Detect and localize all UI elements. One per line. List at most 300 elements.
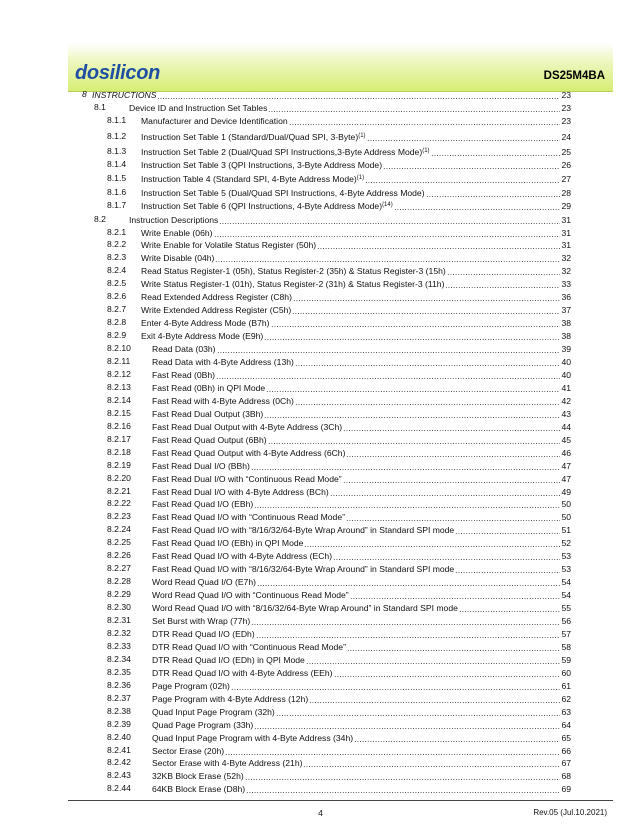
toc-leader-dots <box>431 147 561 157</box>
toc-title-text: Fast Read Quad I/O with 4-Byte Address (ECh) <box>152 551 333 562</box>
toc-number: 8.2.28 <box>107 576 131 587</box>
toc-title[interactable] <box>152 771 244 781</box>
toc-title[interactable] <box>152 422 342 432</box>
toc-title[interactable] <box>152 499 253 509</box>
toc-entry[interactable] <box>152 459 571 471</box>
toc-entry[interactable] <box>152 368 571 380</box>
toc-entry[interactable] <box>152 355 571 367</box>
toc-page-number: 64 <box>561 719 571 730</box>
toc-page-number: 58 <box>561 641 571 652</box>
toc-leader-dots <box>266 383 560 393</box>
toc-leader-dots <box>346 448 560 458</box>
toc-number: 8.2.35 <box>107 666 131 677</box>
toc-entry[interactable] <box>152 342 571 354</box>
toc-entry[interactable] <box>129 101 571 113</box>
toc-title[interactable] <box>141 331 263 341</box>
toc-page-number: 32 <box>561 253 571 264</box>
toc-page-number: 49 <box>561 486 571 497</box>
toc-leader-dots <box>246 784 560 794</box>
toc-title[interactable] <box>152 538 303 548</box>
toc-entry[interactable] <box>152 782 571 794</box>
toc-footnote-marker: (1) <box>356 174 365 181</box>
toc-entry[interactable] <box>152 575 571 587</box>
toc-page-number: 62 <box>561 693 571 704</box>
toc-number: 8.2.37 <box>107 692 131 703</box>
toc-entry[interactable] <box>141 290 571 302</box>
toc-title-text: Fast Read Dual Output (3Bh) <box>152 408 264 419</box>
toc-title-text: 64KB Block Erase (D8h) <box>152 784 246 795</box>
toc-leader-dots <box>276 707 561 717</box>
toc-title[interactable] <box>152 642 346 652</box>
page-number: 4 <box>318 808 323 818</box>
toc-entry[interactable] <box>152 666 571 678</box>
company-logo: dosilicon <box>75 62 161 84</box>
toc-title[interactable] <box>152 409 263 419</box>
toc-title[interactable] <box>152 784 245 794</box>
toc-entry[interactable] <box>152 627 571 639</box>
toc-number: 8.2.4 <box>107 265 127 276</box>
toc-number: 8.2.16 <box>107 420 131 431</box>
toc-number: 8.2.19 <box>107 459 131 470</box>
toc-number: 8.2.29 <box>107 589 131 600</box>
toc-leader-dots <box>343 422 560 432</box>
toc-title[interactable] <box>152 487 329 497</box>
toc-title-text: Instruction Set Table 2 (Dual/Quad SPI Instructions,3-Byte Address Mode) <box>141 146 423 157</box>
toc-title[interactable] <box>152 681 230 691</box>
toc-leader-dots <box>157 90 560 100</box>
toc-title[interactable] <box>141 266 446 276</box>
toc-leader-dots <box>254 720 560 730</box>
toc-entry[interactable] <box>92 88 571 100</box>
toc-title[interactable] <box>152 383 265 393</box>
toc-page-number: 24 <box>561 131 571 142</box>
toc-number: 8.1.7 <box>107 199 127 210</box>
toc-page-number: 51 <box>561 525 571 536</box>
toc-title-text: Fast Read Dual Output with 4-Byte Address (3Ch) <box>152 421 343 432</box>
toc-number: 8.1.1 <box>107 114 127 125</box>
toc-leader-dots <box>215 253 560 263</box>
toc-entry[interactable] <box>141 172 571 184</box>
toc-title-text: Quad Input Page Program (32h) <box>152 706 275 717</box>
toc-entry[interactable] <box>152 614 571 626</box>
toc-title[interactable] <box>152 357 294 367</box>
toc-number: 8.1.6 <box>107 186 127 197</box>
toc-page-number: 56 <box>561 616 571 626</box>
toc-entry[interactable] <box>141 130 571 142</box>
toc-entry[interactable] <box>152 485 571 497</box>
toc-number: 8.2.44 <box>107 783 131 794</box>
toc-number: 8.2.41 <box>107 744 131 755</box>
toc-entry[interactable] <box>141 251 571 263</box>
toc-title-text: INSTRUCTIONS <box>92 90 157 100</box>
toc-title[interactable] <box>152 474 342 484</box>
toc-number: 8.2.20 <box>107 472 131 483</box>
toc-title-text: Fast Read Quad I/O (EBh) in QPI Mode <box>152 538 304 549</box>
toc-page-number: 55 <box>561 603 571 614</box>
toc-leader-dots <box>306 655 561 665</box>
toc-page-number: 50 <box>561 512 571 523</box>
toc-leader-dots <box>271 318 561 328</box>
toc-page-number: 50 <box>561 499 571 510</box>
toc-page-number: 47 <box>561 473 571 484</box>
toc-number: 8.2.26 <box>107 550 131 561</box>
toc-number: 8.2.18 <box>107 446 131 457</box>
toc-page-number: 52 <box>561 538 571 549</box>
toc-title[interactable] <box>141 201 393 211</box>
toc-number: 8.2.3 <box>107 252 127 263</box>
toc-title[interactable] <box>152 344 216 354</box>
toc-number: 8.2.34 <box>107 653 131 664</box>
toc-entry[interactable] <box>141 114 571 126</box>
toc-leader-dots <box>455 564 560 574</box>
toc-entry[interactable] <box>141 199 571 211</box>
toc-title-text: Fast Read Quad Output with 4-Byte Address (6Ch) <box>152 447 346 458</box>
toc-title[interactable] <box>152 564 454 574</box>
toc-entry[interactable] <box>141 186 571 198</box>
toc-entry[interactable] <box>152 472 571 484</box>
toc-title[interactable] <box>152 629 255 639</box>
toc-page-number: 38 <box>561 331 571 342</box>
toc-leader-dots <box>426 188 561 198</box>
toc-page-number: 69 <box>561 784 571 795</box>
toc-leader-dots <box>350 590 561 600</box>
toc-title[interactable] <box>141 188 425 198</box>
footer-divider <box>68 800 613 801</box>
toc-title-text: Manufacturer and Device Identification <box>141 115 288 126</box>
toc-leader-dots <box>219 215 560 225</box>
toc-number: 8.2.21 <box>107 485 131 496</box>
toc-entry[interactable] <box>152 549 571 561</box>
toc-page-number: 43 <box>561 408 571 419</box>
toc-title[interactable] <box>141 116 288 126</box>
toc-entry[interactable] <box>152 653 571 665</box>
toc-number: 8.2.43 <box>107 770 131 781</box>
toc-title-text: Instruction Set Table 6 (QPI Instructions, 4-Byte Address Mode) <box>141 200 383 211</box>
revision-label: Rev.05 (Jul.10.2021) <box>533 808 607 817</box>
toc-page-number: 41 <box>561 382 571 393</box>
toc-leader-dots <box>343 474 561 484</box>
toc-number: 8.1.3 <box>107 145 127 156</box>
toc-title[interactable] <box>141 132 366 142</box>
toc-page-number: 54 <box>561 577 571 588</box>
toc-entry[interactable] <box>152 588 571 600</box>
toc-number: 8.2.38 <box>107 705 131 716</box>
toc-title[interactable] <box>129 103 267 113</box>
toc-entry[interactable] <box>152 744 571 756</box>
toc-title-text: DTR Read Quad I/O with 4-Byte Address (EEh) <box>152 667 333 678</box>
toc-title[interactable] <box>152 758 302 768</box>
toc-entry[interactable] <box>141 145 571 157</box>
toc-title-text: Page Program with 4-Byte Address (12h) <box>152 693 309 704</box>
toc-number: 8.2.40 <box>107 731 131 742</box>
toc-number: 8.2.10 <box>107 343 131 354</box>
toc-title[interactable] <box>141 279 444 289</box>
toc-page-number: 59 <box>561 654 571 665</box>
toc-title-text: Fast Read Quad I/O with “Continuous Read Mode” <box>152 512 345 523</box>
toc-leader-dots <box>293 292 560 302</box>
toc-title[interactable] <box>141 305 291 315</box>
toc-number: 8.2.31 <box>107 615 131 625</box>
toc-leader-dots <box>292 305 560 315</box>
toc-title[interactable] <box>152 668 333 678</box>
toc-number: 8.2.23 <box>107 511 131 522</box>
toc-title-text: Word Read Quad I/O (E7h) <box>152 577 256 588</box>
toc-title-text: Word Read Quad I/O with “Continuous Read Mode” <box>152 590 349 601</box>
toc-number: 8.2.5 <box>107 278 127 289</box>
toc-title-text: DTR Read Quad I/O with “Continuous Read Mode” <box>152 641 346 652</box>
toc-entry[interactable] <box>152 510 571 522</box>
toc-number: 8.2.6 <box>107 291 127 302</box>
toc-title-text: Instruction Table 4 (Standard SPI, 4-Byte Address Mode) <box>141 173 357 184</box>
toc-number: 8.2.13 <box>107 381 131 392</box>
toc-page-number: 40 <box>561 369 571 380</box>
toc-leader-dots <box>447 266 561 276</box>
toc-title[interactable] <box>152 512 345 522</box>
toc-leader-dots <box>383 160 560 170</box>
toc-entry[interactable] <box>152 562 571 574</box>
toc-title-text: Write Enable for Volatile Status Register (50h) <box>141 240 317 251</box>
toc-number: 8.2.2 <box>107 239 127 250</box>
toc-leader-dots <box>394 201 561 211</box>
toc-title-text: Read Extended Address Register (C8h) <box>141 292 292 303</box>
toc-title-text: Instruction Set Table 5 (Dual/Quad SPI Instructions, 4-Byte Address Mode) <box>141 187 425 198</box>
toc-page-number: 45 <box>561 434 571 445</box>
toc-title[interactable] <box>152 370 215 380</box>
toc-number: 8.2.25 <box>107 537 131 548</box>
toc-page-number: 23 <box>561 102 571 113</box>
toc-page-number: 61 <box>561 680 571 691</box>
toc-entry[interactable] <box>141 303 571 315</box>
toc-page-number: 47 <box>561 460 571 471</box>
toc-leader-dots <box>365 174 560 184</box>
toc-footnote-marker: (14) <box>382 201 393 208</box>
toc-entry[interactable] <box>141 329 571 341</box>
toc-page-number: 31 <box>561 240 571 251</box>
toc-page-number: 53 <box>561 564 571 575</box>
toc-leader-dots <box>347 642 561 652</box>
toc-number: 8.2.15 <box>107 407 131 418</box>
toc-page-number: 38 <box>561 318 571 329</box>
toc-page-number: 67 <box>561 758 571 769</box>
toc-number: 8.2.33 <box>107 640 131 651</box>
toc-title-text: Read Status Register-1 (05h), Status Register-2 (35h) & Status Register-3 (15h) <box>141 266 446 277</box>
toc-number: 8.2.7 <box>107 304 127 315</box>
toc-title-text: Enter 4-Byte Address Mode (B7h) <box>141 318 270 329</box>
toc-title[interactable] <box>152 694 308 704</box>
toc-title[interactable] <box>141 174 364 184</box>
toc-number: 8.2.12 <box>107 368 131 379</box>
toc-title[interactable] <box>141 160 382 170</box>
toc-title-text: Fast Read (0Bh) <box>152 369 216 380</box>
toc-leader-dots <box>231 681 561 691</box>
toc-page-number: 26 <box>561 159 571 170</box>
toc-title[interactable] <box>152 616 250 626</box>
toc-title[interactable] <box>152 707 275 717</box>
toc-page-number: 60 <box>561 667 571 678</box>
toc-title[interactable] <box>152 655 305 665</box>
toc-leader-dots <box>455 525 560 535</box>
toc-number: 8.2.36 <box>107 679 131 690</box>
toc-page-number: 23 <box>561 90 571 100</box>
toc-number: 8.2.30 <box>107 602 131 613</box>
toc-title[interactable] <box>152 603 458 613</box>
toc-number: 8 <box>82 89 87 99</box>
toc-number: 8.1 <box>94 101 106 112</box>
toc-title[interactable] <box>141 228 213 238</box>
toc-number: 8.2.17 <box>107 433 131 444</box>
toc-title[interactable] <box>141 253 214 263</box>
toc-leader-dots <box>289 116 561 126</box>
toc-title-text: Fast Read Dual I/O with 4-Byte Address (BCh) <box>152 486 329 497</box>
toc-title[interactable] <box>141 318 270 328</box>
toc-number: 8.2.22 <box>107 498 131 509</box>
toc-title-text: Instruction Set Table 3 (QPI Instructions, 3-Byte Address Mode) <box>141 159 383 170</box>
toc-leader-dots <box>445 279 560 289</box>
toc-title-text: DTR Read Quad I/O (EDh) in QPI Mode <box>152 654 305 665</box>
toc-page-number: 23 <box>561 115 571 126</box>
toc-title-text: Quad Input Page Program with 4-Byte Address (34h) <box>152 732 354 743</box>
toc-number: 8.2.27 <box>107 563 131 574</box>
toc-entry[interactable] <box>152 407 571 419</box>
toc-title[interactable] <box>141 292 292 302</box>
toc-leader-dots <box>309 694 560 704</box>
toc-title-text: Fast Read Dual I/O (BBh) <box>152 460 250 471</box>
toc-leader-dots <box>330 487 561 497</box>
toc-number: 8.1.5 <box>107 172 127 183</box>
toc-entry[interactable] <box>152 536 571 548</box>
toc-entry[interactable] <box>152 523 571 535</box>
toc-footnote-marker: (1) <box>358 132 366 139</box>
toc-leader-dots <box>354 733 560 743</box>
toc-title[interactable] <box>152 577 256 587</box>
toc-number: 8.2.32 <box>107 627 131 638</box>
toc-leader-dots <box>217 344 561 354</box>
toc-number: 8.1.4 <box>107 158 127 169</box>
toc-title-text: Write Disable (04h) <box>141 253 215 264</box>
part-number: DS25M4BA <box>543 70 605 82</box>
toc-entry[interactable] <box>152 679 571 691</box>
toc-entry[interactable] <box>141 316 571 328</box>
toc-number: 8.2.8 <box>107 317 127 328</box>
toc-page-number: 44 <box>561 421 571 432</box>
toc-page-number: 33 <box>561 279 571 290</box>
toc-entry[interactable] <box>152 446 571 458</box>
toc-entry[interactable] <box>152 601 571 613</box>
toc-title-text: Quad Page Program (33h) <box>152 719 254 730</box>
toc-title[interactable] <box>152 720 253 730</box>
toc-page-number: 57 <box>561 628 571 639</box>
toc-leader-dots <box>303 758 560 768</box>
toc-title[interactable] <box>152 590 349 600</box>
toc-leader-dots <box>459 603 561 613</box>
toc-page-number: 54 <box>561 590 571 601</box>
toc-entry[interactable] <box>141 226 571 238</box>
toc-entry[interactable] <box>152 731 571 743</box>
toc-number: 8.2.1 <box>107 226 127 237</box>
toc-entry[interactable] <box>152 394 571 406</box>
toc-leader-dots <box>254 499 560 509</box>
toc-title-text: 32KB Block Erase (52h) <box>152 771 244 782</box>
toc-page-number: 53 <box>561 551 571 562</box>
toc-entry[interactable] <box>129 213 571 225</box>
toc-leader-dots <box>295 396 561 406</box>
toc-leader-dots <box>225 746 560 756</box>
toc-entry[interactable] <box>152 420 571 432</box>
toc-title[interactable] <box>141 147 430 157</box>
toc-title-text: Fast Read Quad Output (6Bh) <box>152 434 267 445</box>
toc-title-text: Set Burst with Wrap (77h) <box>152 616 251 626</box>
toc-leader-dots <box>216 370 560 380</box>
toc-entry[interactable] <box>152 692 571 704</box>
toc-entry[interactable] <box>152 705 571 717</box>
toc-title[interactable] <box>129 215 218 225</box>
toc-entry[interactable] <box>141 158 571 170</box>
toc-title-text: Write Status Register-1 (01h), Status Register-2 (31h) & Status Register-3 (11h) <box>141 279 445 290</box>
toc-title[interactable] <box>152 435 267 445</box>
toc-title-text: Exit 4-Byte Address Mode (E9h) <box>141 331 264 342</box>
toc-page-number: 40 <box>561 357 571 367</box>
toc-title[interactable] <box>152 733 353 743</box>
toc-title[interactable] <box>152 551 332 561</box>
toc-title[interactable] <box>152 525 454 535</box>
toc-title-text: Write Enable (06h) <box>141 227 213 238</box>
toc-page-number: 25 <box>561 146 571 157</box>
toc-entry[interactable] <box>152 381 571 393</box>
toc-title[interactable] <box>141 240 316 250</box>
toc-number: 8.2.14 <box>107 394 131 405</box>
toc-title-text: Sector Erase with 4-Byte Address (21h) <box>152 758 303 769</box>
toc-entry[interactable] <box>152 718 571 730</box>
toc-leader-dots <box>268 435 561 445</box>
toc-title[interactable] <box>152 461 250 471</box>
toc-leader-dots <box>251 461 561 471</box>
toc-title[interactable] <box>152 448 345 458</box>
toc-entry[interactable] <box>152 497 571 509</box>
toc-footnote-marker: (1) <box>422 147 430 154</box>
toc-title-text: Fast Read with 4-Byte Address (0Ch) <box>152 395 294 406</box>
toc-title[interactable] <box>152 746 224 756</box>
toc-title-text: Page Program (02h) <box>152 680 230 691</box>
toc-title-text: Fast Read Quad I/O with “8/16/32/64-Byte Wrap Around” in Standard SPI mode <box>152 525 455 536</box>
toc-number: 8.1.2 <box>107 130 127 141</box>
toc-title-text: Instruction Set Table 1 (Standard/Dual/Quad SPI, 3-Byte) <box>141 131 359 142</box>
toc-leader-dots <box>346 512 560 522</box>
toc-entry[interactable] <box>152 769 571 781</box>
toc-title-text: Fast Read Quad I/O (EBh) <box>152 499 254 510</box>
toc-entry[interactable] <box>152 433 571 445</box>
toc-entry[interactable] <box>141 238 571 250</box>
toc-entry[interactable] <box>152 756 571 768</box>
toc-page-number: 36 <box>561 292 571 303</box>
toc-page-number: 46 <box>561 447 571 458</box>
toc-title[interactable] <box>152 396 294 406</box>
toc-page-number: 68 <box>561 771 571 782</box>
toc-entry[interactable] <box>141 277 571 289</box>
toc-page-number: 29 <box>561 200 571 211</box>
toc-leader-dots <box>295 357 561 367</box>
toc-page-number: 27 <box>561 173 571 184</box>
toc-entry[interactable] <box>152 640 571 652</box>
toc-title-text: Fast Read Quad I/O with “8/16/32/64-Byte Wrap Around” in Standard SPI mode <box>152 564 455 575</box>
toc-number: 8.2.39 <box>107 718 131 729</box>
toc-page-number: 31 <box>561 214 571 225</box>
toc-entry[interactable] <box>141 264 571 276</box>
toc-title-text: DTR Read Quad I/O (EDh) <box>152 628 255 639</box>
toc-leader-dots <box>264 331 560 341</box>
toc-page-number: 39 <box>561 344 571 355</box>
toc-title[interactable] <box>92 90 156 100</box>
toc-number: 8.2.11 <box>107 356 131 366</box>
